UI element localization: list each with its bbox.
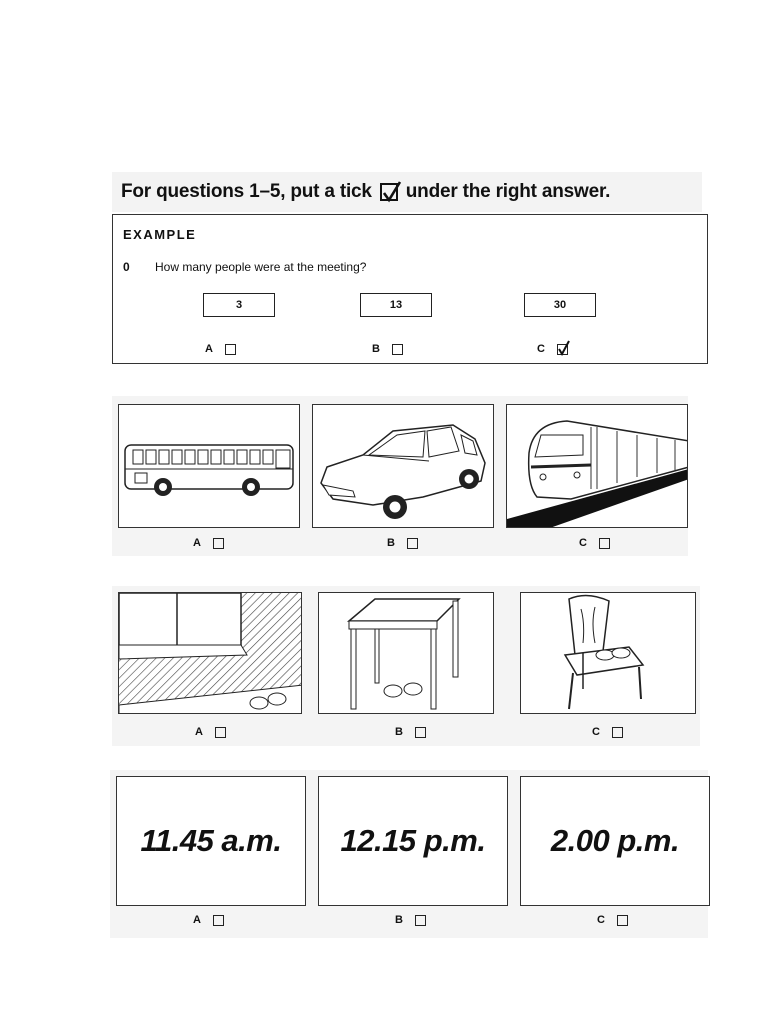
choice-letter: C [579, 537, 587, 549]
tick-box-icon [380, 183, 398, 201]
instruction-text-after: under the right answer. [405, 181, 611, 202]
example-choice-c [537, 343, 568, 355]
instruction-line [112, 172, 702, 212]
example-question: How many people were at the meeting? [155, 260, 367, 274]
checkbox-icon[interactable] [415, 727, 426, 738]
checkbox-icon[interactable] [617, 915, 628, 926]
time-text: 2.00 p.m. [550, 823, 680, 858]
choice-letter: A [205, 343, 213, 355]
time-card-c [520, 776, 710, 906]
checkbox-ticked-icon[interactable] [557, 344, 568, 355]
choice-letter: C [592, 726, 600, 738]
checkbox-icon[interactable] [225, 344, 236, 355]
picture-car [312, 404, 494, 528]
checkbox-icon[interactable] [392, 344, 403, 355]
example-option-a: 3 [203, 293, 275, 317]
example-choice-a [205, 343, 236, 355]
checkbox-icon[interactable] [599, 538, 610, 549]
time-text: 12.15 p.m. [340, 823, 486, 858]
q1-choice-c [579, 537, 610, 549]
time-text: 11.45 a.m. [140, 823, 282, 858]
q2-choice-b [395, 726, 426, 738]
picture-bus [118, 404, 300, 528]
q1-choice-a [193, 537, 224, 549]
choice-letter: B [395, 914, 403, 926]
checkbox-icon[interactable] [407, 538, 418, 549]
bus-icon [119, 405, 300, 528]
picture-shoes-window [118, 592, 302, 714]
time-card-a [116, 776, 306, 906]
choice-letter: A [193, 914, 201, 926]
choice-letter: A [193, 537, 201, 549]
picture-shoes-table [318, 592, 494, 714]
picture-train [506, 404, 688, 528]
q3-choice-b [395, 914, 426, 926]
q1-choice-b [387, 537, 418, 549]
choice-letter: A [195, 726, 203, 738]
window-shoes-icon [119, 593, 302, 714]
train-icon [507, 405, 688, 528]
table-shoes-icon [319, 593, 494, 714]
time-card-b [318, 776, 508, 906]
example-title: EXAMPLE [123, 227, 197, 242]
q2-choice-a [195, 726, 226, 738]
picture-shoes-chair [520, 592, 696, 714]
car-icon [313, 405, 494, 528]
choice-letter: C [537, 343, 545, 355]
choice-letter: B [387, 537, 395, 549]
q2-choice-c [592, 726, 623, 738]
example-option-b: 13 [360, 293, 432, 317]
checkbox-icon[interactable] [612, 727, 623, 738]
example-option-c: 30 [524, 293, 596, 317]
example-box [112, 214, 708, 364]
q3-choice-c [597, 914, 628, 926]
choice-letter: B [372, 343, 380, 355]
example-choice-b [372, 343, 403, 355]
checkbox-icon[interactable] [415, 915, 426, 926]
q3-choice-a [193, 914, 224, 926]
example-number: 0 [123, 260, 130, 274]
chair-shoes-icon [521, 593, 696, 714]
instruction-text-before: For questions 1–5, put a tick [121, 181, 372, 202]
choice-letter: C [597, 914, 605, 926]
checkbox-icon[interactable] [215, 727, 226, 738]
choice-letter: B [395, 726, 403, 738]
checkbox-icon[interactable] [213, 915, 224, 926]
checkbox-icon[interactable] [213, 538, 224, 549]
